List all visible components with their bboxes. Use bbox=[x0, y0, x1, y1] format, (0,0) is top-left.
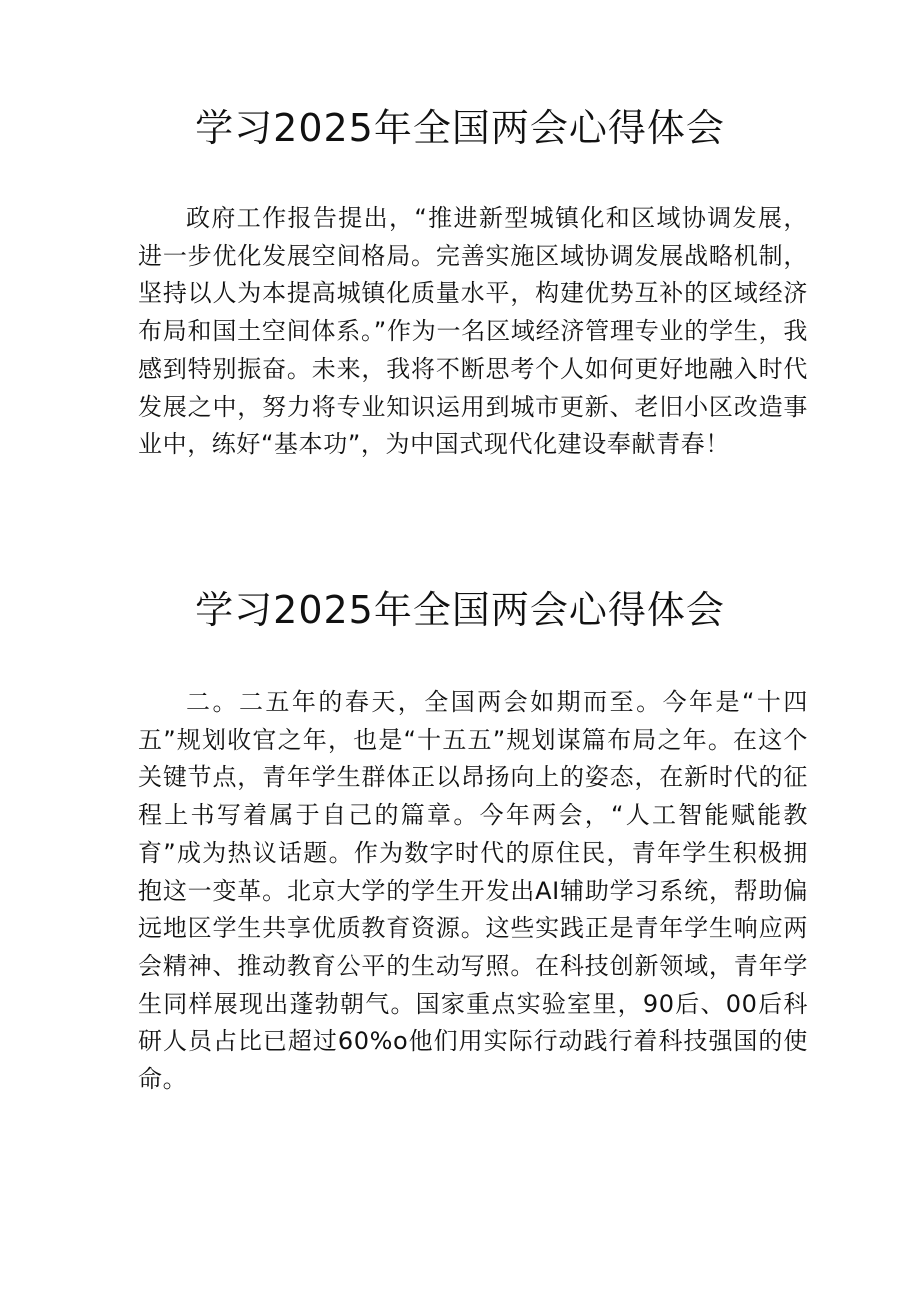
section-2-paragraph: 二。二五年的春天，全国两会如期而至。今年是“十四五”规划收官之年，也是“十五五”规划谋篇布局之年。在这个关键节点，青年学生群体正以昂扬向上的姿态，在新时代的征程上书写着属于自己的篇章。今年两会，“人工智能赋能教育”成为热议话题。作为数字时代的原住民，青年学生积极拥抱这一变革。北京大学的学生开发出AI辅助学习系统，帮助偏远地区学生共享优质教育资源。这些实践正是青年学生响应两会精神、推动教育公平的生动写照。在科技创新领域，青年学生同样展现出蓬勃朝气。国家重点实验室里，90后、00后科研人员占比已超过60%o他们用实际行动践行着科技强国的使命。 bbox=[138, 688, 808, 1094]
section-1-title: 学习2025年全国两会心得体会 bbox=[195, 106, 725, 150]
section-1-paragraph: 政府工作报告提出，“推进新型城镇化和区域协调发展，进一步优化发展空间格局。完善实施区域协调发展战略机制，坚持以人为本提高城镇化质量水平，构建优势互补的区域经济布局和国土空间体系。”作为一名区域经济管理专业的学生，我感到特别振奋。未来，我将不断思考个人如何更好地融入时代发展之中，努力将专业知识运用到城市更新、老旧小区改造事业中，练好“基本功”，为中国式现代化建设奉献青春！ bbox=[138, 204, 808, 459]
section-2-title: 学习2025年全国两会心得体会 bbox=[195, 588, 725, 632]
